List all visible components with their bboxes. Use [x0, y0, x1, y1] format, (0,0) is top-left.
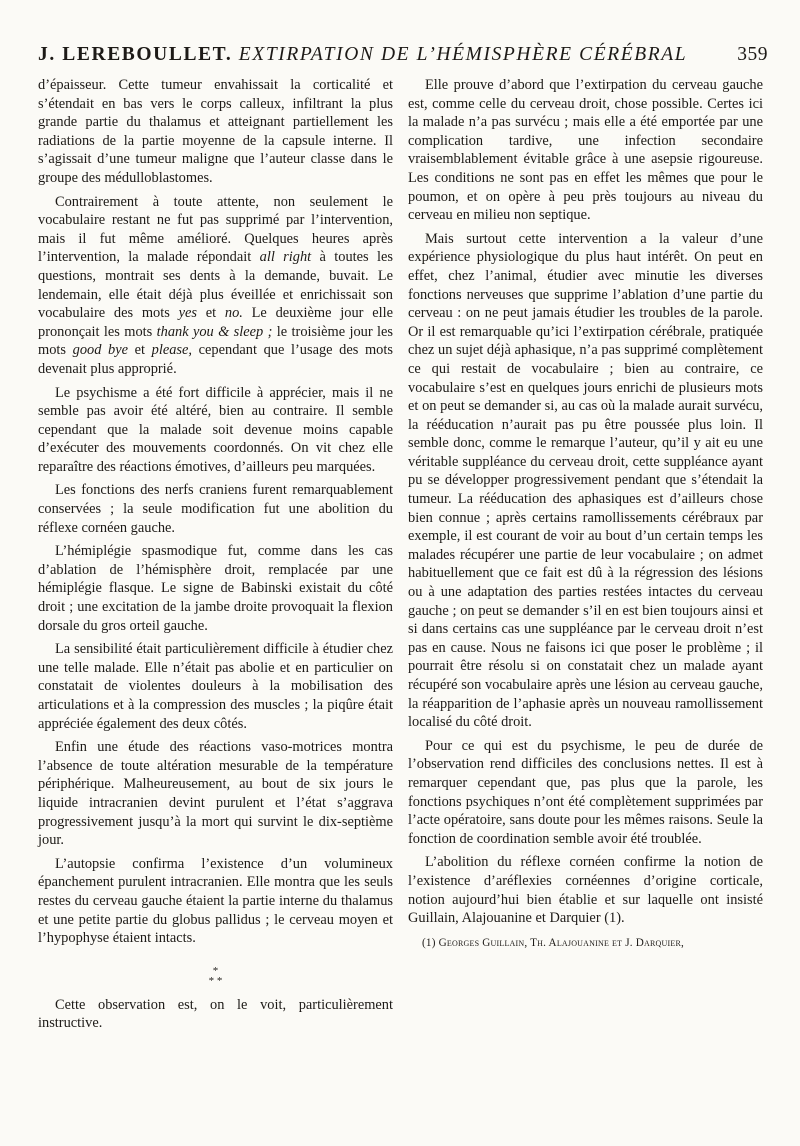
header-author: J. LEREBOULLET.	[38, 44, 233, 65]
paragraph: L’abolition du réflexe cornéen confirme la notion de l’existence d’aréflexies cornéennes d’origine corticale, notion aujourd’hui bien établie et sur laquelle ont insisté Guillain, Alajouanine et Darquier (1).	[408, 854, 763, 927]
paragraph: Elle prouve d’abord que l’extirpation du cerveau gauche est, comme celle du cerveau droit, chose possible. Certes ici la malade n’a pas survécu ; mais elle a été emportée par une complication tardive, une infection secondaire vraisemblablement évitable grâce à une asepsie rigoureuse. Les conditions ne sont pas en effet les mêmes que pour le poumon, et on opère à peu près toujours au niveau du cerveau en milieu non septique.	[408, 77, 763, 224]
separator-stars: * *	[208, 974, 223, 987]
section-separator	[38, 966, 393, 986]
footnote-text: Georges Guillain, Th. Alajouanine et J. Darquier,	[438, 936, 684, 949]
paragraph: d’épaisseur. Cette tumeur envahissait la corticalité et s’étendait en bas vers le corps calleux, infiltrant la plus grande partie du thalamus et atteignant partiellement les radiations de la partie moyenne de la capsule interne. Il s’agissait d’une tumeur maligne que l’auteur classe dans le groupe des médulloblastomes.	[38, 77, 393, 186]
text-run: cependant que l’usage des mots devenait plus approprié.	[38, 342, 393, 377]
paragraph: Les fonctions des nerfs craniens furent remarquablement conservées ; la seule modification fut une abolition du réflexe cornéen gauche.	[38, 482, 393, 536]
quoted-word: good bye	[72, 342, 128, 359]
quoted-word: no.	[224, 305, 243, 322]
quoted-word: please,	[151, 342, 193, 359]
right-column	[408, 76, 763, 950]
running-header	[38, 44, 768, 78]
paragraph: Mais surtout cette intervention a la valeur d’une expérience physiologique du plus haut intérêt. On peut en effet, chez l’animal, étudier avec minutie les diverses fonctions nerveuses que supprime l’ablation d’une partie du cerveau : on ne peut jamais étudier les troubles de la parole. Or il est remarquable qu’ici l’extirpation cérébrale, pratiquée chez un sujet déjà aphasique, n’a pas supprimé complètement ce qui restait de vocabulaire ; bien au contraire, ce vocabulaire s’est en quelques jours enrichi de plusieurs mots et on peut se demander si, au cas où la malade aurait survécu, la rééducation n’aurait pas pu être poussée plus loin. Il semble donc, comme le remarque l’auteur, qu’il y ait eu une véritable suppléance du cerveau droit, cette suppléance ayant pu se développer progressivement pendant que s’étendait la tumeur. La rééducation des aphasiques est d’ailleurs chose bien connue ; après certains ramollissements cérébraux par exemple, il est courant de voir au bout d’un certain temps les malades récupérer une partie de leur vocabulaire ; on admet habituellement que ce fait est dû à la régression des lésions ou à une adaptation des parties restées intactes du cerveau gauche ; on peut se demander s’il en est bien toujours ainsi et si dans certains cas une suppléance par le cerveau droit n’est pas en cause. Nous ne faisons ici que poser le problème ; il pourrait être résolu si on constatait chez un malade ayant récupéré son vocabulaire après une lésion au cerveau gauche, la réapparition de l’aphasie après un nouveau ramollissement localisé du côté droit.	[408, 230, 763, 731]
text-run: à toutes les questions, montrait ses dents à la demande, buvait. Le lendemain, elle était déjà plus éveillée et enrichissait son vocabulaire des mots	[38, 249, 393, 322]
paragraph: Enfin une étude des réactions vaso-motrices montra l’absence de toute altération mesurable de la température périphérique. Malheureusement, au bout de six jours le liquide intracranien devint purulent et l’état s’aggrava progressivement jusqu’à la mort qui survint le dix-septième jour.	[38, 739, 393, 849]
paragraph: Cette observation est, on le voit, particulièrement instructive.	[38, 996, 393, 1032]
paragraph: L’hémiplégie spasmodique fut, comme dans les cas d’ablation de l’hémisphère droit, remplacée par une hémiplégie flasque. Le signe de Babinski existait du côté droit ; une excitation de la jambe droite provoquait la flexion dorsale du gros orteil gauche.	[38, 543, 393, 634]
text-run: le troisième jour les mots	[38, 323, 393, 359]
text-run: et	[134, 342, 146, 359]
paragraph: Le psychisme a été fort difficile à apprécier, mais il ne semble pas avoir été altéré, bien au contraire. Il semble cependant que la malade soit devenue moins capable d’exécuter des mouvements coordonnés. On vit chez elle reparaître des réactions émotives, d’ailleurs peu marquées.	[38, 384, 393, 475]
left-column	[38, 76, 393, 1038]
paragraph: L’autopsie confirma l’existence d’un volumineux épanchement purulent intracranien. Elle montra que les seuls restes du cerveau gauche étaient la partie interne du thalamus et une petite partie du globus pallidus ; le cerveau moyen et l’hypophyse étaient intacts.	[38, 855, 393, 947]
footnote-mark: (1)	[422, 936, 436, 949]
quoted-word: yes	[178, 305, 197, 322]
text-run: et	[205, 305, 217, 322]
paragraph	[38, 193, 393, 379]
page-number: 359	[737, 44, 768, 65]
paragraph: La sensibilité était particulièrement difficile à étudier chez une telle malade. Elle n’était pas abolie et en particulier on constatait de violentes douleurs à la mobilisation des articulations et à la compression des muscles ; la piqûre était appréciée également des deux côtés.	[38, 641, 393, 732]
quoted-word: all right	[259, 249, 312, 266]
text-run: Le deuxième jour elle prononçait les mots	[38, 305, 393, 340]
quoted-word: thank you & sleep ;	[156, 323, 273, 340]
paragraph: Pour ce qui est du psychisme, le peu de durée de l’observation rend difficiles des conclusions nettes. Il est à remarquer cependant que, pas plus que la parole, les fonctions psychiques n’ont été complètement supprimées par l’acte opératoire, sans doute pour les mêmes raisons. Seule la fonction de coordination semble avoir été troublée.	[408, 737, 763, 847]
header-title: EXTIRPATION DE L’HÉMISPHÈRE CÉRÉBRAL	[238, 44, 688, 65]
separator-star: *	[212, 964, 219, 977]
text-run: Contrairement à toute attente, non seulement le vocabulaire restant ne fut pas supprimé par l’intervention, mais il fut même amélioré. Quelques heures après l’intervention, la malade répondait	[38, 193, 393, 266]
footnote	[408, 936, 763, 950]
